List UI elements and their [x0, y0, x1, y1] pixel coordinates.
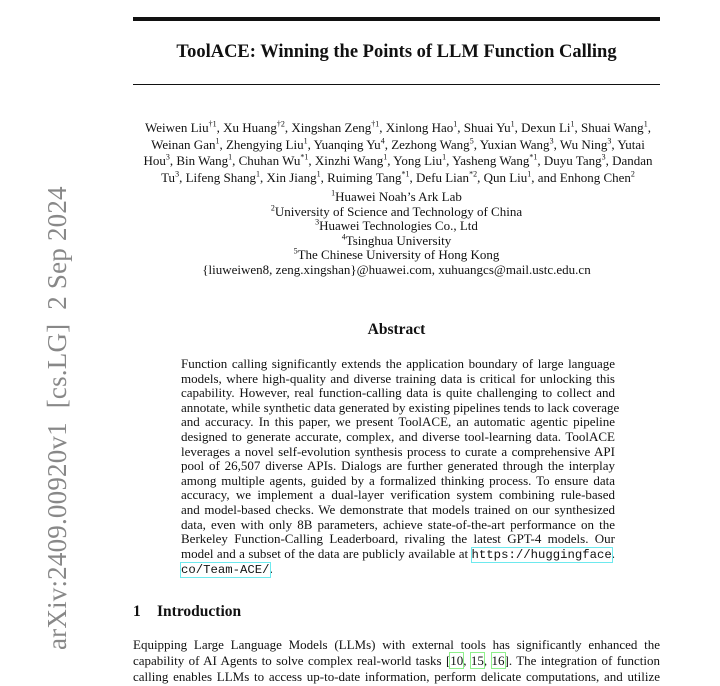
author-affiliation-marker: 3 — [601, 153, 606, 163]
affiliation-number: 4 — [341, 232, 346, 242]
author-name: Xinlong Hao — [385, 120, 454, 135]
author-line: Hou$^3$, Bin Wang$^1$, Chuhan Wu$^{*1}$, Xinzhi Wang$^1$, Yong Liu$^1$, Yasheng Wang$^{*1}$, Duyu Tang$^3$, Dandan — [143, 153, 653, 169]
author-name: Qun Liu — [483, 170, 528, 186]
author-name: Yong Liu — [393, 153, 443, 169]
author-affiliation-marker: 1 — [643, 119, 648, 129]
author-name: Xingshan Zeng — [291, 120, 372, 135]
abstract-line: Function calling significantly extends the application boundary of large language — [181, 356, 615, 371]
author-name: Chuhan Wu — [238, 153, 301, 169]
author-affiliation-marker: 1 — [442, 153, 447, 163]
author-affiliation-marker: *1 — [300, 153, 309, 163]
abstract-line: designed to generate accurate, complex, and diverse tool-learning data. ToolACE — [181, 428, 615, 444]
intro-line: calling enables LLMs to access up-to-date information, perform delicate computations, and utilize — [133, 669, 660, 685]
citation-link[interactable]: 16 — [491, 653, 505, 669]
author-line: Tu$^3$, Lifeng Shang$^1$, Xin Jiang$^1$, Ruiming Tang$^{*1}$, Defu Lian$^{*2}$, Qun Liu$^1$, and Enhong Chen$^2$ — [161, 169, 635, 186]
author-affiliation-marker: 1 — [453, 119, 458, 129]
abstract-line: Berkeley Function-Calling Leaderboard, rivaling the latest GPT-4 models. Our — [181, 531, 615, 547]
author-list — [128, 120, 668, 187]
section-heading-introduction — [133, 603, 241, 621]
abstract-line: annotate, while synthetic data generated by existing pipelines tends to lack coverage — [181, 399, 620, 415]
author-name: Lifeng Shang — [185, 170, 256, 186]
author-name: Shuai Yu — [463, 120, 511, 135]
author-name: Ruiming Tang — [327, 170, 402, 186]
section-number: 1 — [133, 603, 141, 620]
author-affiliation-marker: 1 — [215, 136, 220, 146]
author-affiliation-marker: *1 — [401, 169, 410, 179]
author-name: Hou — [143, 153, 166, 169]
abstract-line: and accuracy. In this paper, we present ToolACE, an automatic agentic pipeline — [181, 414, 615, 430]
affiliation-number: 1 — [331, 188, 336, 198]
affiliation — [133, 248, 660, 263]
author-name: Yasheng Wang — [452, 153, 530, 169]
abstract-line: leverages a novel self-evolution synthesis process to curate a comprehensive API — [181, 443, 615, 459]
author-name: Weiwen Liu — [145, 120, 209, 135]
author-affiliation-marker: 1 — [228, 153, 233, 163]
author-affiliation-marker: 3 — [607, 136, 612, 146]
author-name: Xin Jiang — [266, 170, 317, 186]
abstract-text: model and a subset of the data are publicly available at — [181, 545, 469, 561]
author-name: Dandan — [612, 153, 653, 169]
affiliation-number: 2 — [270, 203, 275, 213]
author-affiliation-marker: *2 — [469, 169, 478, 179]
author-affiliation-marker: 3 — [175, 169, 180, 179]
huggingface-link-continued[interactable]: co/Team-ACE/ — [181, 563, 270, 578]
abstract-line — [181, 562, 615, 578]
author-name: Xinzhi Wang — [314, 153, 384, 169]
title-bottom-rule — [133, 84, 660, 85]
abstract-line: models, where high-quality and diverse training data is critical for unlocking this — [181, 370, 615, 386]
author-affiliation-marker: 2 — [630, 169, 635, 179]
abstract-body — [181, 356, 620, 578]
section-title: Introduction — [157, 603, 242, 620]
citation-link[interactable]: 15 — [470, 653, 484, 669]
abstract-line: and model-based checks. We demonstrate that models trained on our synthesized — [181, 501, 615, 517]
abstract-text: . — [611, 545, 616, 561]
arxiv-identifier-stamp: arXiv:2409.00920v1 [cs.LG] 2 Sep 2024 — [42, 186, 72, 650]
author-affiliation-marker: 5 — [469, 136, 474, 146]
affiliation — [133, 190, 660, 205]
abstract-line: capability. However, real function-calling data is quite challenging to collect and — [181, 385, 615, 401]
affiliation-name: Huawei Noah’s Ark Lab — [335, 189, 462, 204]
author-name: Zhengying Liu — [225, 136, 304, 152]
author-name: Bin Wang — [176, 153, 229, 169]
author-name: Yuxian Wang — [479, 136, 550, 152]
author-affiliation-marker: 1 — [570, 119, 575, 129]
author-line: Weinan Gan$^1$, Zhengying Liu$^1$, Yuanqing Yu$^4$, Zezhong Wang$^5$, Yuxian Wang$^3$, Wu Ning$^3$, Yutai — [151, 136, 645, 152]
author-name: Yuanqing Yu — [313, 136, 381, 152]
author-name: Wu Ning — [559, 136, 608, 152]
citation-link[interactable]: 10 — [450, 653, 464, 669]
affiliation — [133, 205, 660, 220]
abstract-line: data, even with only 8B parameters, achieve state-of-the-art performance on the — [181, 516, 615, 532]
introduction-body — [133, 637, 660, 686]
affiliation — [133, 219, 660, 234]
author-affiliation-marker: 3 — [165, 153, 170, 163]
intro-text: capability of AI Agents to solve complex real-world tasks [ — [133, 653, 451, 669]
affiliation-number: 5 — [293, 247, 298, 257]
author-name: Tu — [161, 170, 176, 186]
author-name: Weinan Gan — [151, 136, 216, 152]
author-affiliation-marker: 1 — [383, 153, 388, 163]
paper-title: ToolACE: Winning the Points of LLM Function Calling — [176, 42, 617, 62]
author-line: Weiwen Liu$^{\dagger 1}$, Xu Huang$^{\dagger 2}$, Xingshan Zeng$^{\dagger 1}$, Xinlong Hao$^1$, Shuai Yu$^1$, Dexun Li$^1$, Shuai Wang$^1$, — [145, 119, 651, 135]
affiliation-name: Tsinghua University — [345, 232, 452, 248]
affiliation-name: The Chinese University of Hong Kong — [297, 247, 500, 263]
author-affiliation-marker: 1 — [527, 169, 532, 179]
affiliations — [133, 190, 660, 278]
author-name: Duyu Tang — [543, 153, 602, 169]
author-affiliation-marker: 1 — [303, 136, 308, 146]
intro-text: ]. The integration of function — [504, 653, 661, 669]
author-affiliation-marker: *1 — [529, 153, 538, 163]
huggingface-link[interactable]: https://huggingface — [471, 547, 612, 562]
intro-line: Equipping Large Language Models (LLMs) with external tools has significantly enhanced the — [133, 637, 660, 652]
author-name: Yutai — [617, 136, 645, 152]
title-top-rule — [133, 17, 660, 21]
abstract-line: pool of 26,507 diverse APIs. Dialogs are further generated through the interplay — [181, 458, 615, 474]
author-affiliation-marker: 4 — [380, 136, 385, 146]
abstract-text: . — [269, 561, 273, 577]
author-name: Xu Huang — [223, 120, 277, 135]
author-affiliation-marker: †1 — [371, 119, 380, 129]
abstract-line: accuracy, we implement a dual-layer verification system combining rule-based — [181, 487, 615, 503]
author-emails: {liuweiwen8, zeng.xingshan}@huawei.com, xuhuangcs@mail.ustc.edu.cn — [202, 261, 591, 277]
author-name: Dexun Li — [521, 120, 571, 135]
abstract-line: among multiple agents, guided by a formalized thinking process. To ensure data — [181, 472, 615, 488]
affiliation-number: 3 — [315, 217, 320, 227]
author-name: Zezhong Wang — [391, 136, 470, 152]
author-affiliation-marker: †2 — [276, 119, 285, 129]
author-affiliation-marker: 3 — [549, 136, 554, 146]
author-affiliation-marker: 1 — [510, 119, 515, 129]
affiliation-name: University of Science and Technology of China — [274, 203, 523, 219]
author-affiliation-marker: †1 — [208, 119, 217, 129]
author-affiliation-marker: 1 — [255, 169, 260, 179]
intro-line: capability of AI Agents to solve complex real-world tasks [10, 15, 16]. The integration of function — [133, 653, 661, 669]
abstract-line — [181, 547, 615, 563]
affiliation-name: Huawei Technologies Co., Ltd — [319, 218, 478, 234]
abstract-heading: Abstract — [367, 321, 426, 338]
author-name: Defu Lian — [416, 170, 470, 186]
author-name: Shuai Wang — [581, 120, 644, 135]
author-name: and Enhong Chen — [537, 170, 631, 186]
author-affiliation-marker: 1 — [316, 169, 321, 179]
